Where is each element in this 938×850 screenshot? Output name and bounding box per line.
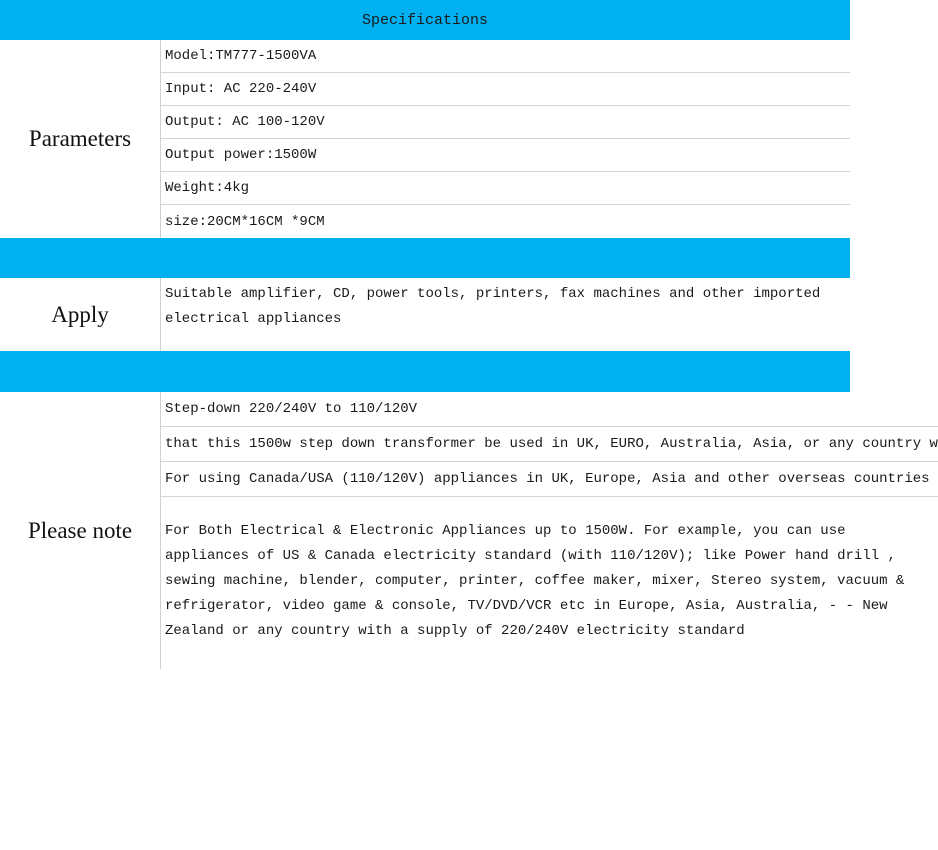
param-weight: Weight:4kg: [161, 172, 850, 205]
specifications-header: [0, 0, 850, 40]
section-divider-band: [0, 351, 850, 392]
parameters-label: Parameters: [0, 40, 161, 238]
note-label: Please note: [0, 392, 161, 669]
note-row: Step-down 220/240V to 110/120V: [161, 392, 938, 427]
param-output-power: Output power:1500W: [161, 139, 850, 172]
param-input: Input: AC 220-240V: [161, 73, 850, 106]
note-rows: [161, 392, 938, 669]
section-divider-band: [0, 238, 850, 278]
apply-label: Apply: [0, 278, 161, 351]
specifications-title: Specifications: [361, 11, 489, 29]
parameters-section: [0, 40, 850, 238]
note-row: that this 1500w step down transformer be used in UK, EURO, Australia, Asia, or any country w: [161, 427, 938, 462]
param-size: size:20CM*16CM *9CM: [165, 213, 325, 230]
apply-text: Suitable amplifier, CD, power tools, printers, fax machines and other imported electrical appliances: [165, 286, 821, 327]
note-paragraph: For Both Electrical & Electronic Appliances up to 1500W. For example, you can use appliances of US & Canada electricity standard (with 110/120V); like Power hand drill , sewing machine, blender, computer, printer, coffee maker, mixer, Stereo system, vacuum & refrigerator, video game & console, TV/DVD/VCR etc in Europe, Asia, Australia, - - New Zealand or any country with a supply of 220/240V electricity standard: [165, 523, 905, 639]
param-output: Output: AC 100-120V: [161, 106, 850, 139]
apply-section: [0, 278, 850, 351]
note-section: [0, 392, 938, 669]
apply-rows: [161, 278, 850, 351]
note-row: For using Canada/USA (110/120V) appliances in UK, Europe, Asia and other overseas countries: [161, 462, 938, 497]
param-model: Model:TM777-1500VA: [161, 40, 850, 73]
parameters-rows: [161, 40, 850, 238]
